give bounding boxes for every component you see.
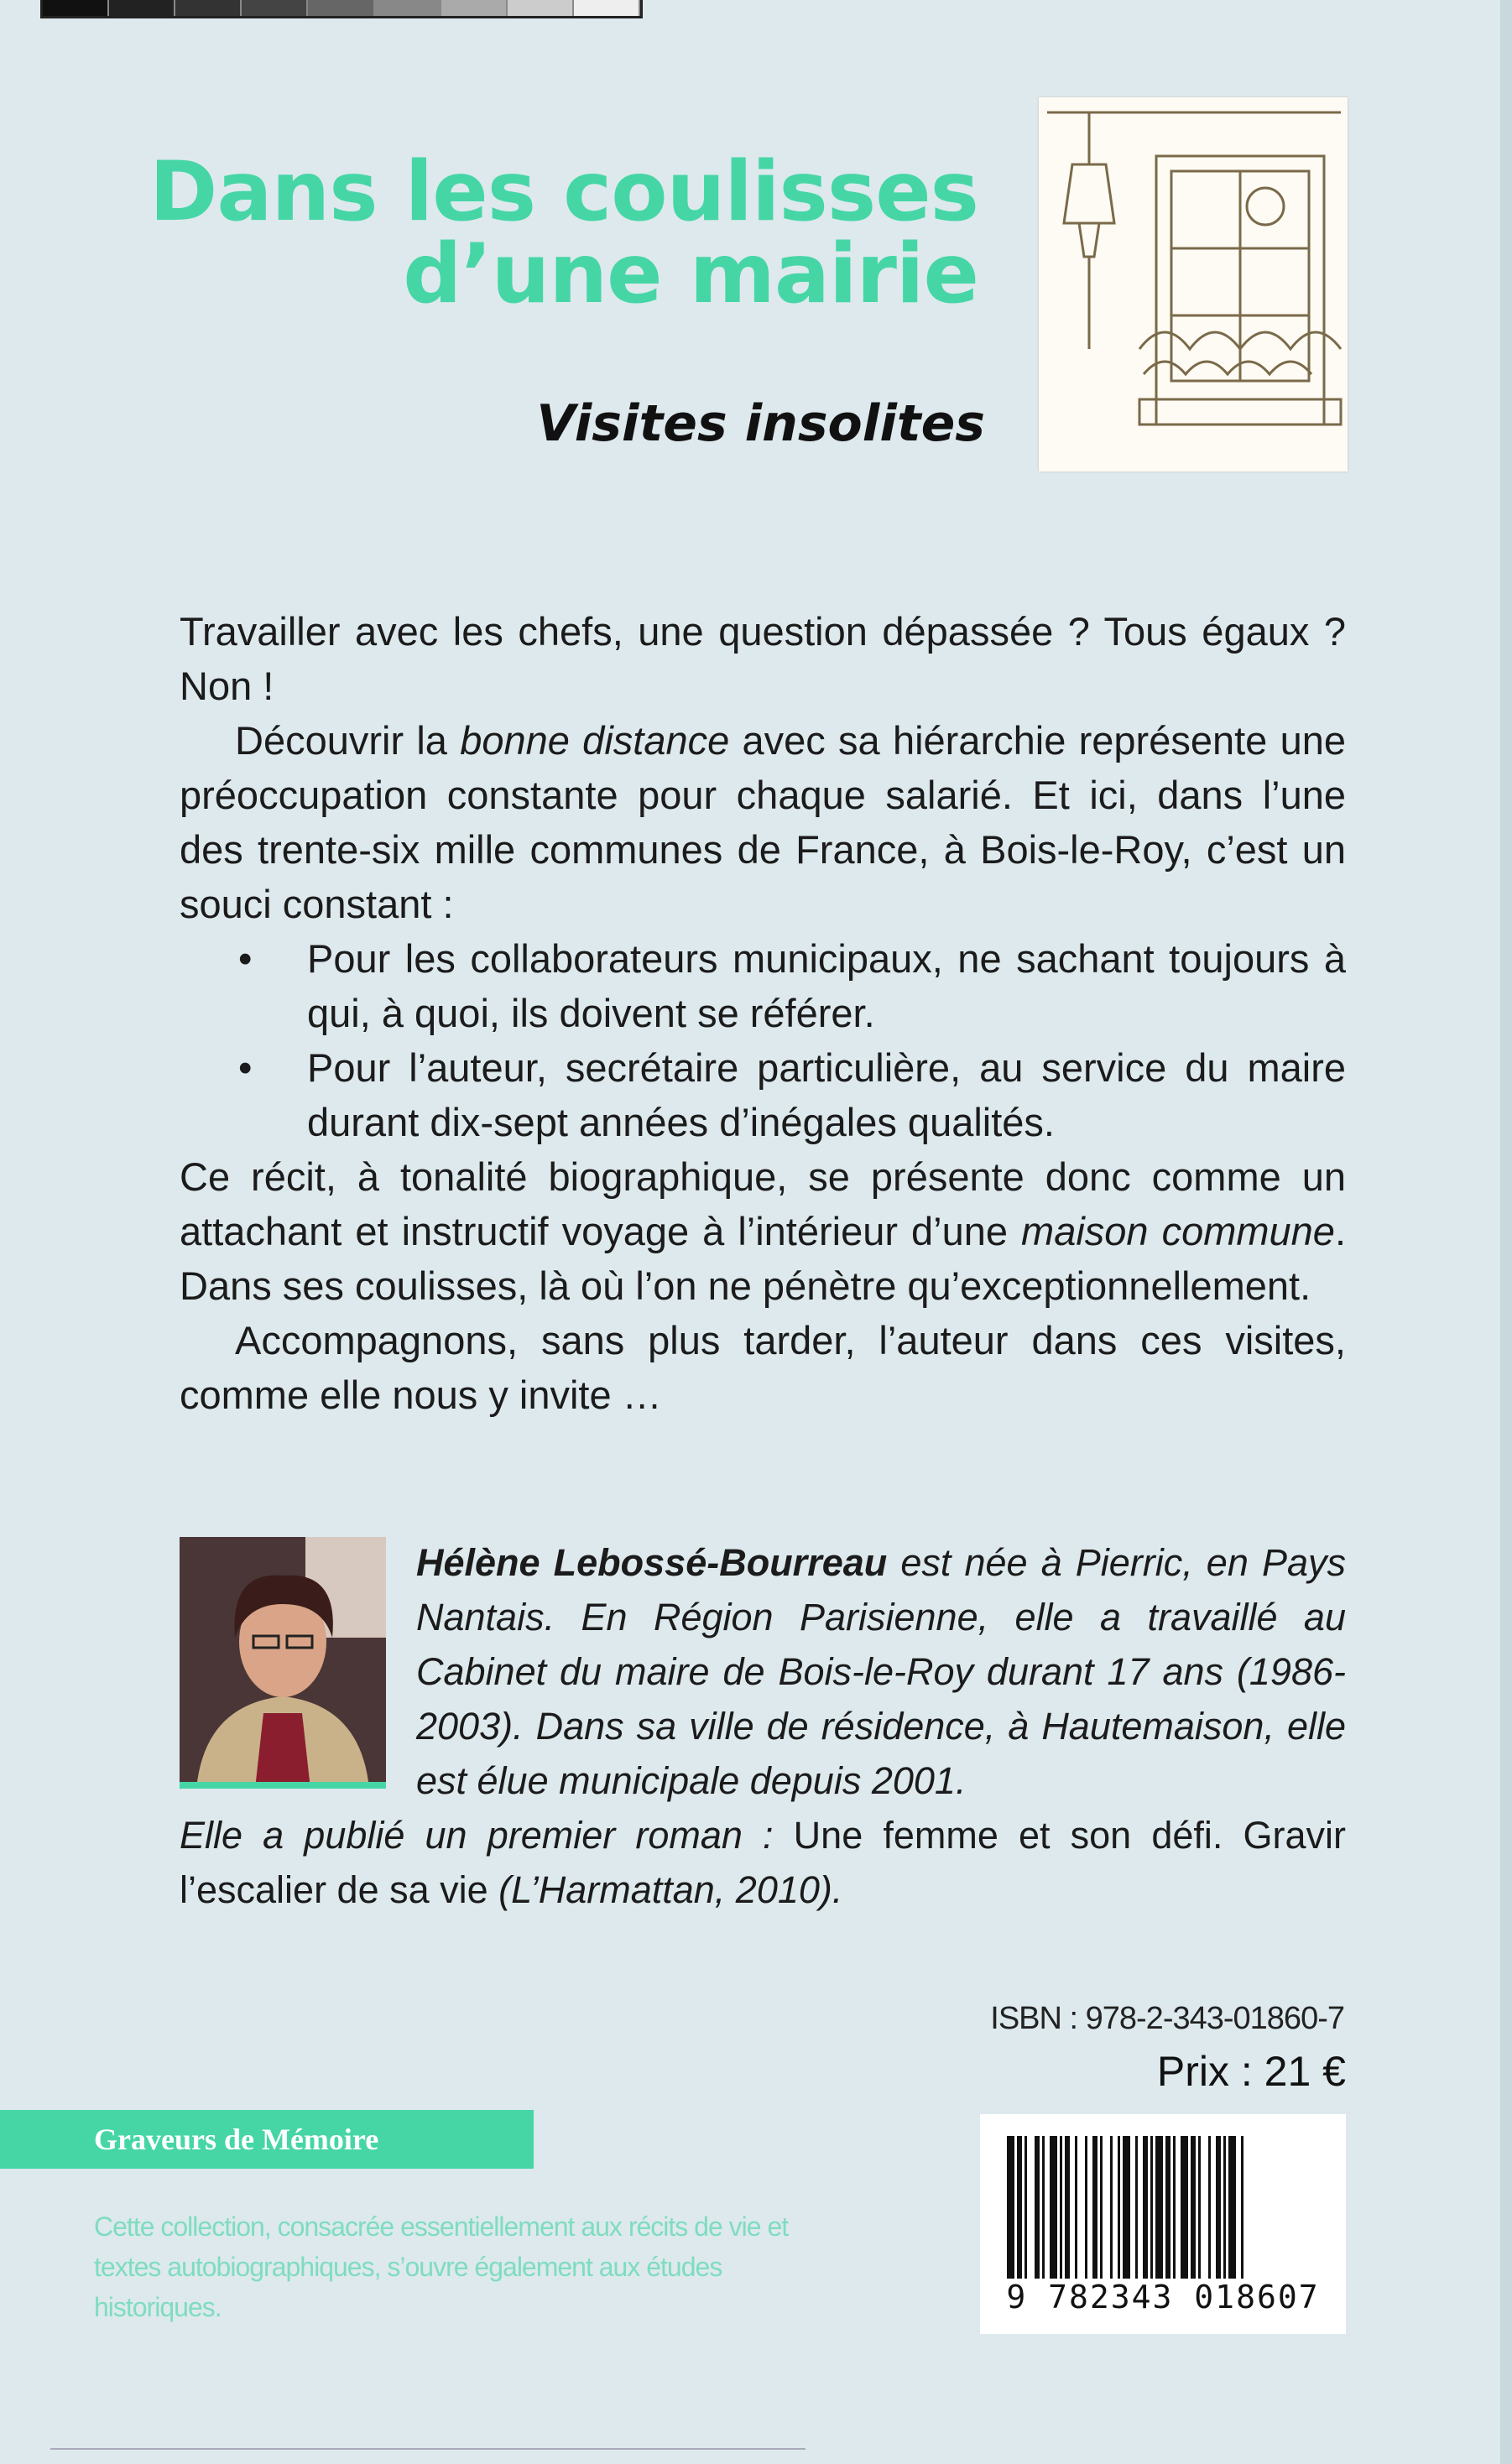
blurb-p3-end: . Dans ses coulisses, là où l’on ne pénètre qu’exceptionnellement.: [180, 1209, 1346, 1308]
barcode-bar: [1208, 2136, 1211, 2279]
book-subtitle: Visites insolites: [536, 394, 985, 453]
barcode: [980, 2114, 1346, 2334]
barcode-bar: [1165, 2136, 1170, 2279]
barcode-bar: [1228, 2136, 1236, 2279]
barcode-bar: [1050, 2136, 1057, 2279]
blurb-bullet-2: [180, 1040, 1346, 1149]
author-photo: [180, 1537, 386, 1789]
price: Prix : 21 €: [1156, 2048, 1346, 2095]
cover-edge: [1500, 0, 1512, 2464]
barcode-bar: [1075, 2136, 1077, 2279]
publication-suffix: (L’Harmattan, 2010).: [487, 1868, 843, 1911]
color-calibration-strip: [40, 0, 643, 18]
blurb-paragraph-4: Accompagnons, sans plus tarder, l’auteur dans ces visites, comme elle nous y invite …: [180, 1318, 1346, 1417]
bullet-1-text: Pour les collaborateurs municipaux, ne sachant toujours à qui, à quoi, ils doivent se référer.: [307, 936, 1346, 1035]
barcode-bar: [1007, 2136, 1014, 2279]
barcode-bar: [1100, 2136, 1103, 2279]
barcode-bars: [1004, 2136, 1322, 2279]
barcode-bar: [1118, 2136, 1120, 2279]
barcode-bar: [1241, 2136, 1243, 2279]
barcode-bar: [1025, 2136, 1027, 2279]
barcode-bar: [1092, 2136, 1098, 2279]
blurb-paragraph-1: Travailler avec les chefs, une question dépassée ? Tous égaux ? Non !: [180, 609, 1346, 708]
barcode-bar: [1216, 2136, 1221, 2279]
barcode-bar: [1042, 2136, 1045, 2279]
blurb-paragraph-3: [180, 1149, 1346, 1313]
publication-prefix: Elle a publié un premier roman :: [180, 1814, 794, 1857]
barcode-bar: [1191, 2136, 1196, 2279]
barcode-bar: [1181, 2136, 1188, 2279]
blurb-p2-start: Découvrir la: [235, 718, 461, 763]
barcode-bar: [1110, 2136, 1113, 2279]
author-bio: [416, 1535, 1346, 1808]
barcode-bar: [1143, 2136, 1148, 2279]
blurb-bullet-1: [180, 931, 1346, 1040]
collection-name-bar: Graveurs de Mémoire: [0, 2110, 534, 2169]
barcode-bar: [1065, 2136, 1070, 2279]
title-line-2: d’une mairie: [403, 227, 978, 322]
author-name: Hélène Lebossé-Bourreau: [416, 1541, 888, 1584]
author-bio-text: est née à Pierric, en Pays Nantais. En Région Parisienne, elle a travaillé au Cabinet du maire de Bois-le-Roy durant 17 ans (1986-2003). Dans sa ville de résidence, à Hautemaison, elle est élue municipale depuis 2001.: [416, 1541, 1346, 1802]
barcode-bar: [1135, 2136, 1138, 2279]
blurb-p3-start: Ce récit, à tonalité biographique, se présente donc comme un attachant et instructif voyage à l’intérieur d’une: [180, 1154, 1346, 1253]
barcode-bar: [1085, 2136, 1087, 2279]
bullet-2-text: Pour l’auteur, secrétaire particulière, au service du maire durant dix-sept années d’inégales qualités.: [307, 1045, 1346, 1144]
title-line-1: Dans les coulisses: [149, 144, 978, 240]
blurb-paragraph-2: [180, 713, 1346, 931]
barcode-bar: [1223, 2136, 1226, 2279]
barcode-bar: [1150, 2136, 1153, 2279]
bottom-trim-line: [50, 2448, 806, 2455]
lantern-window-sketch: [1039, 97, 1348, 471]
author-portrait: [180, 1537, 386, 1789]
isbn: ISBN : 978-2-343-01860-7: [990, 2001, 1344, 2036]
book-title: [149, 144, 978, 322]
blurb-p2-emphasis: bonne distance: [460, 718, 730, 763]
barcode-bar: [1017, 2136, 1022, 2279]
barcode-bar: [1035, 2136, 1040, 2279]
barcode-bar: [1060, 2136, 1062, 2279]
sketch-drawing: [1039, 97, 1348, 471]
barcode-bar: [1155, 2136, 1163, 2279]
author-publication: [180, 1808, 1346, 1917]
bullet-mark: •: [238, 936, 253, 981]
barcode-digits: 9 782343 018607: [1006, 2279, 1320, 2316]
barcode-bar: [1173, 2136, 1176, 2279]
blurb-p3-emphasis: maison commune: [1021, 1209, 1335, 1253]
blurb-p2-end: avec sa hiérarchie représente une préoccupation constante pour chaque salarié. Et ici, dans l’une des trente-six mille communes de France, à Bois-le-Roy, c’est un souci constant :: [180, 718, 1346, 926]
blurb: [180, 604, 1346, 1422]
barcode-bar: [1198, 2136, 1201, 2279]
bullet-mark: •: [238, 1045, 253, 1090]
publication-title: Une femme et son défi. Gravir l’escalier de sa vie: [180, 1814, 1346, 1911]
collection-description: Cette collection, consacrée essentiellement aux récits de vie et textes autobiographiques, s’ouvre également aux études historiques.: [94, 2211, 789, 2322]
barcode-bar: [1123, 2136, 1130, 2279]
